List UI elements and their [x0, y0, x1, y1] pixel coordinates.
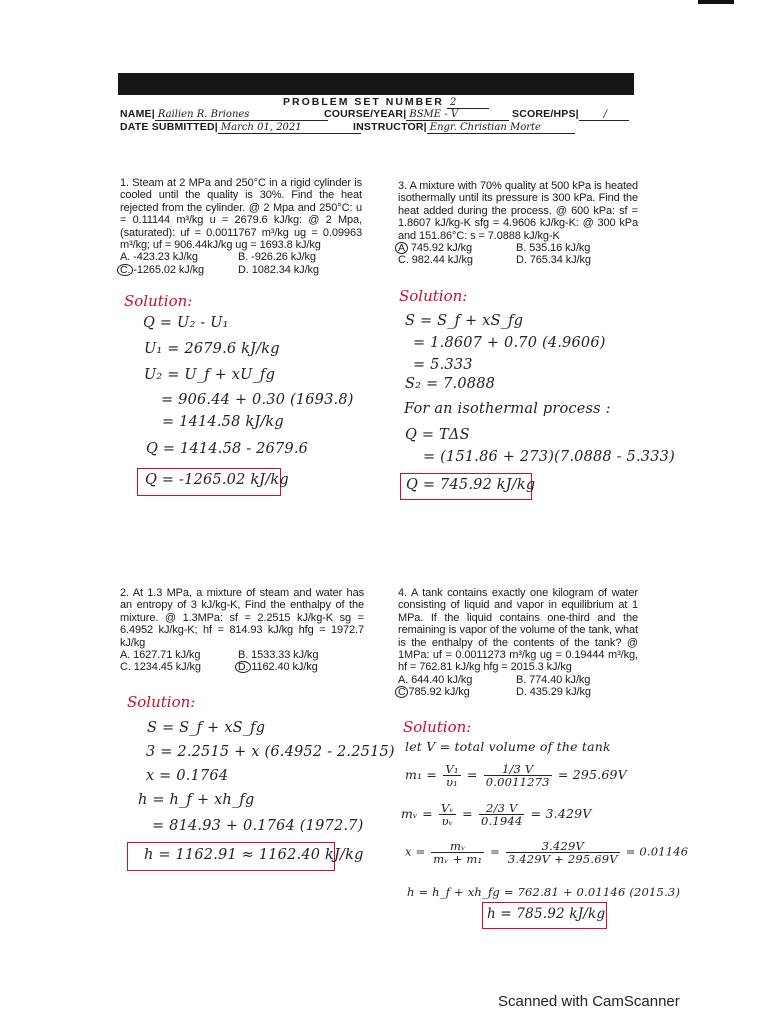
question-1: [120, 177, 362, 276]
q4-step-4: x = $\frac{\text{mᵥ}}{\text{mᵥ + m₁}}$ = $\frac{3.429V}{3.429V + 295.69V}$ = 0.01146: [405, 839, 689, 866]
q2-step-5: = 814.93 + 0.1764 (1972.7): [152, 818, 364, 834]
choice-b: B. 774.40 kJ/kg: [516, 673, 591, 686]
question-2: [120, 587, 364, 674]
question-1-choices: [120, 251, 362, 276]
choice-d: D. 765.34 kJ/kg: [516, 254, 591, 267]
q2-step-2: 3 = 2.2515 + x (6.4952 - 2.2515): [146, 744, 395, 760]
date-label: DATE SUBMITTED|: [120, 121, 218, 133]
q1-step-4: = 906.44 + 0.30 (1693.8): [161, 392, 354, 408]
selected-circle-mark: A: [395, 242, 408, 254]
q3-step-6: Q = TΔS: [405, 427, 470, 443]
q4-step-2: m₁ = $\frac{\text{V₁}}{\text{υ₁}}$ = $\frac{1/3 V}{0.0011273}$ = 295.69V: [405, 762, 627, 789]
choice-c: C. 982.44 kJ/kg: [398, 254, 473, 267]
q3-step-5: For an isothermal process :: [404, 401, 611, 417]
instructor-field: [353, 121, 575, 134]
q2-answer: h = 1162.91 ≈ 1162.40 kJ/kg: [144, 847, 364, 863]
q4-step-5: h = h_f + xh_fg = 762.81 + 0.01146 (2015.3): [407, 885, 681, 899]
problem-set-number: 2: [447, 96, 489, 109]
choice-a: A. -423.23 kJ/kg: [120, 251, 198, 264]
course-label: COURSE/YEAR|: [324, 108, 407, 120]
score-label: SCORE/HPS|: [512, 108, 579, 120]
q2-step-4: h = h_f + xh_fg: [138, 792, 255, 808]
choice-c-selected: C. -1265.02 kJ/kg: [120, 264, 238, 276]
question-3: [398, 180, 638, 267]
q4-step-3: mᵥ = $\frac{\text{Vᵥ}}{\text{υᵥ}}$ = $\frac{2/3 V}{0.1944}$ = 3.429V: [401, 801, 592, 828]
instructor-value: Engr. Christian Morte: [427, 121, 575, 134]
question-2-text: 2. At 1.3 MPa, a mixture of steam and water has an entropy of 3 kJ/kg-K, Find the enthalpy of the mixture. @ 1.3MPa: sf = 2.2515 kJ/kg-K sg = 6.4952 kJ/kg-K; hf = 814.93 kJ/kg hfg = 1972.7 kJ/kg: [120, 587, 364, 649]
q3-step-7: = (151.86 + 273)(7.0888 - 5.333): [423, 449, 675, 465]
q1-step-6: Q = 1414.58 - 2679.6: [146, 441, 309, 457]
q3-answer: Q = 745.92 kJ/kg: [406, 477, 536, 493]
q1-step-2: U₁ = 2679.6 kJ/kg: [144, 341, 280, 357]
q3-step-2: = 1.8607 + 0.70 (4.9606): [413, 335, 606, 351]
question-1-text: 1. Steam at 2 MPa and 250°C in a rigid cylinder is cooled until the quality is 30%. Find the heat rejected from the cylinder. @ 2 Mpa and 250°C: u = 0.11144 m³/kg u = 2679.6 kJ/kg: @ 2 Mpa, (saturated): uf = 0.0011767 m³/kg ug = 0.09963 m³/kg; uf = 906.44kJ/kg ug = 1693.8 kJ/kg: [120, 177, 362, 252]
name-value: Railien R. Briones: [155, 108, 328, 121]
selected-circle-mark: D.: [235, 661, 251, 673]
q4-step-1: let V = total volume of the tank: [405, 739, 611, 754]
selected-circle-mark: C: [395, 686, 408, 698]
q1-step-1: Q = U₂ - U₁: [143, 315, 229, 331]
choice-a: A. 644.40 kJ/kg: [398, 673, 473, 686]
q1-answer: Q = -1265.02 kJ/kg: [145, 472, 289, 488]
choice-d: D. 1082.34 kJ/kg: [238, 263, 319, 276]
choice-d: D. 435.29 kJ/kg: [516, 686, 591, 699]
date-value: March 01, 2021: [218, 121, 361, 134]
q1-step-3: U₂ = U_f + xU_fg: [144, 367, 276, 383]
choice-d-selected: D. 1162.40 kJ/kg: [238, 661, 358, 673]
q2-step-3: x = 0.1764: [146, 768, 229, 784]
q4-answer: h = 785.92 kJ/kg: [487, 906, 606, 922]
solution-label-3: Solution:: [399, 287, 468, 305]
question-2-choices: [120, 649, 364, 674]
q3-step-4: S₂ = 7.0888: [405, 376, 496, 392]
question-4-text: 4. A tank contains exactly one kilogram of water consisting of liquid and vapor in equilibrium at 1 MPa. If the liquid contains one-third and the remaining is vapor of the volume of the tank, what is the enthalpy of the contents of the tank? @ 1MPa: uf = 0.0011273 m³/kg ug = 0.19444 m³/kg, hf = 762.81 kJ/kg hfg = 2015.3 kJ/kg: [398, 587, 638, 674]
score-field: [512, 108, 629, 121]
choice-a: A. 1627.71 kJ/kg: [120, 649, 201, 662]
q3-step-3: = 5.333: [413, 357, 473, 373]
name-label: NAME|: [120, 108, 155, 120]
q1-step-5: = 1414.58 kJ/kg: [162, 414, 284, 430]
course-value: BSME - V: [406, 108, 509, 121]
score-value: /: [579, 108, 629, 121]
date-field: [120, 121, 361, 134]
problem-set-label: PROBLEM SET NUMBER: [283, 96, 444, 108]
choice-b: B. 1533.33 kJ/kg: [238, 649, 319, 662]
choice-a-selected: A 745.92 kJ/kg: [398, 242, 516, 254]
solution-label-1: Solution:: [124, 292, 193, 310]
question-4-choices: [398, 674, 638, 699]
instructor-label: INSTRUCTOR|: [353, 121, 427, 133]
scan-edge-mark: [698, 0, 734, 4]
course-field: [324, 108, 509, 121]
solution-label-2: Solution:: [127, 693, 196, 711]
choice-c-selected: C 785.92 kJ/kg: [398, 686, 516, 698]
question-3-text: 3. A mixture with 70% quality at 500 kPa is heated isothermally until its pressure is 300 kPa. Find the heat added during the process. @ 600 kPa: sf = 1.8607 kJ/kg-K sfg = 4.9606 kJ/kg-K: @ 300 kPa and 151.86°C: s = 7.0888 kJ/kg-K: [398, 180, 638, 242]
q2-step-1: S = S_f + xS_fg: [147, 720, 266, 736]
question-4: [398, 587, 638, 699]
header-bar: [118, 73, 634, 95]
choice-c: C. 1234.45 kJ/kg: [120, 661, 201, 674]
question-3-choices: [398, 242, 638, 267]
q3-step-1: S = S_f + xS_fg: [405, 313, 524, 329]
name-field: [120, 108, 328, 121]
choice-b: B. 535.16 kJ/kg: [516, 242, 591, 255]
solution-label-4: Solution:: [403, 718, 472, 736]
camscanner-watermark: Scanned with CamScanner: [498, 993, 680, 1010]
selected-circle-mark: C.: [117, 264, 133, 276]
choice-b: B. -926.26 kJ/kg: [238, 251, 316, 264]
